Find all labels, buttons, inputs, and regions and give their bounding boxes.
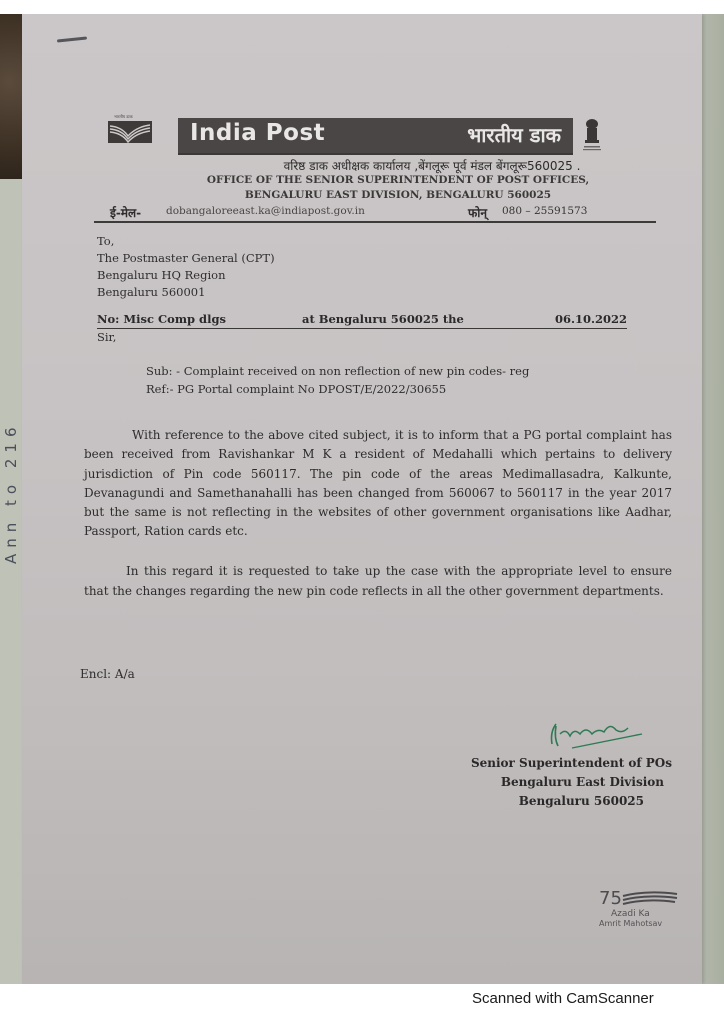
to-label: To,: [97, 234, 115, 248]
office-name-english: OFFICE OF THE SENIOR SUPERINTENDENT OF POST OFFICES,: [206, 174, 590, 186]
signatory-block: [471, 754, 672, 811]
logo-caption: भारतीय डाक: [114, 114, 133, 119]
phone-number: 080 – 25591573: [502, 205, 588, 217]
contact-row: [110, 204, 662, 220]
camscanner-watermark: Scanned with CamScanner: [472, 990, 654, 1007]
azadi-ka-amrit-mahotsav-logo: [597, 886, 687, 941]
azadi-text-line-1: Azadi Ka: [611, 909, 650, 919]
signatory-city: Bengaluru 560025: [518, 794, 644, 808]
letter-page: [22, 14, 702, 984]
reference-row: [97, 312, 627, 329]
banner-title-english: India Post: [190, 120, 326, 146]
body-paragraph-1: With reference to the above cited subject, it is to inform that a PG portal complaint has been received from Ravishankar M K a resident of Medahalli which pertains to delivery jurisdiction of Pin code 560117. The pin code of the areas Medimallasadra, Kalkunte, Devanagundi and Samethanahalli has been changed from 560067 to 560117 in the year 2017 but the same is not reflecting in the websites of other government organisations like Aadhar, Passport, Ration cards etc.: [84, 428, 672, 539]
scanned-image: [0, 14, 724, 984]
email-address: dobangaloreeast.ka@indiapost.gov.in: [166, 205, 365, 217]
ref-line: Ref:- PG Portal complaint No DPOST/E/2022/30655: [146, 382, 447, 396]
email-label: ई-मेल-: [110, 206, 142, 220]
azadi-text-line-2: Amrit Mahotsav: [599, 919, 663, 928]
addressee-block: [97, 233, 275, 301]
signatory-division: Bengaluru East Division: [500, 775, 664, 789]
subject-block: [146, 362, 529, 398]
subject-line: Sub: - Complaint received on non reflection of new pin codes- reg: [146, 364, 530, 378]
letter-date: 06.10.2022: [554, 312, 627, 326]
handwritten-margin-note: Ann to 216: [2, 421, 20, 564]
india-post-banner: [178, 118, 573, 155]
enclosure: Encl: A/a: [80, 667, 135, 681]
desk-background: [0, 14, 24, 184]
banner-title-hindi: भारतीय डाक: [467, 123, 561, 147]
office-name-hindi: वरिष्ठ डाक अधीक्षक कार्यालय ,बेंगलूरू पूर्व मंडल बेंगलूरू560025 .: [283, 159, 581, 173]
svg-text:75: 75: [599, 888, 622, 909]
phone-label: फोन्: [468, 206, 488, 220]
letterhead-divider: [94, 221, 656, 223]
reference-place: at Bengaluru 560025 the: [302, 312, 464, 326]
office-address: BENGALURU EAST DIVISION, BENGALURU 560025: [244, 189, 552, 201]
body-paragraph-2: In this regard it is requested to take up the case with the appropriate level to ensure that the changes regarding the new pin code reflects in all the other government departments.: [84, 564, 672, 598]
national-emblem-icon: [580, 118, 604, 152]
pen-mark: [57, 36, 87, 42]
signature: [542, 714, 652, 754]
right-edge-sheet: [702, 14, 724, 984]
addressee-line-1: The Postmaster General (CPT): [97, 251, 275, 265]
addressee-line-2: Bengaluru HQ Region: [97, 268, 226, 282]
azadi-flag-icon: [597, 886, 687, 910]
india-post-logo-icon: [108, 121, 152, 143]
addressee-line-3: Bengaluru 560001: [97, 285, 206, 299]
signatory-designation: Senior Superintendent of POs: [470, 756, 672, 770]
reference-number: No: Misc Comp dlgs: [97, 312, 226, 326]
salutation: Sir,: [97, 330, 117, 344]
